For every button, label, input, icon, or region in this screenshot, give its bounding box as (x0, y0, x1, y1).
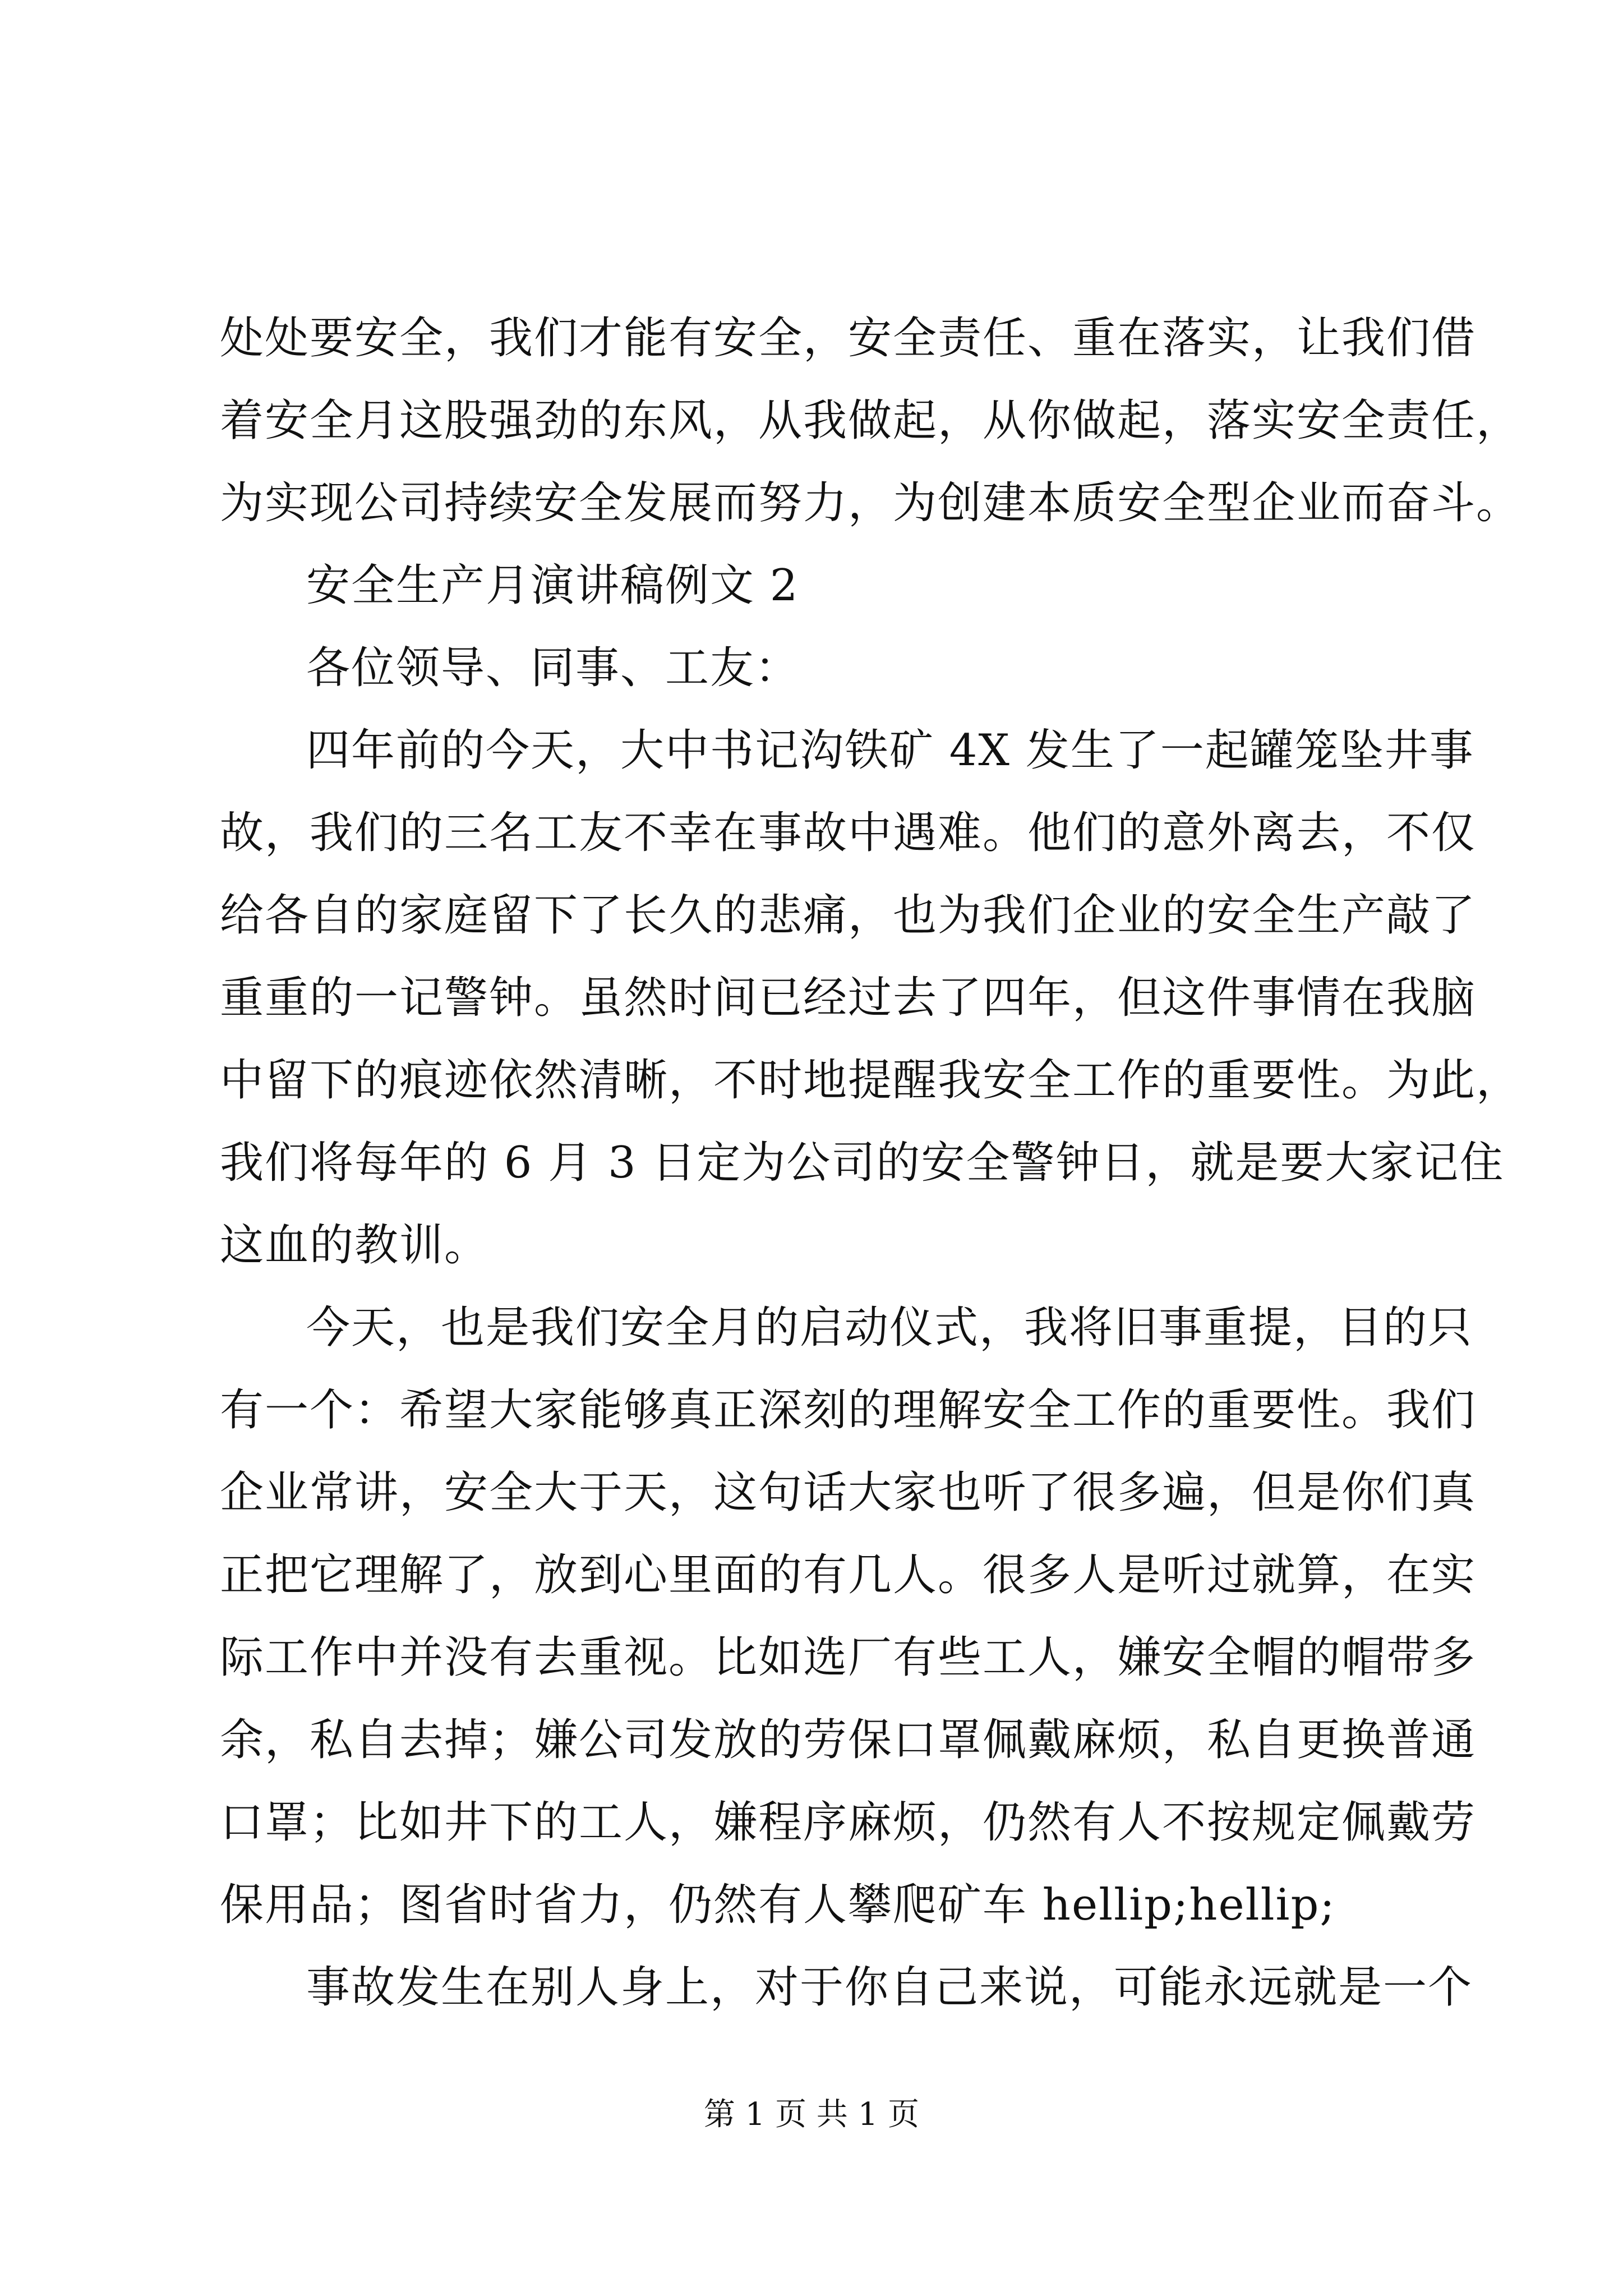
paragraph-line: 给各自的家庭留下了长久的悲痛，也为我们企业的安全生产敲了 (220, 890, 1477, 941)
paragraph-line: 正把它理解了，放到心里面的有几人。很多人是听过就算，在实 (220, 1550, 1477, 1600)
paragraph-line: 今天，也是我们安全月的启动仪式，我将旧事重提，目的只 (306, 1303, 1473, 1353)
page-footer: 第 1 页 共 1 页 (703, 2096, 920, 2133)
section-heading: 安全生产月演讲稿例文 2 (306, 560, 799, 611)
paragraph-line: 事故发生在别人身上，对于你自己来说，可能永远就是一个 (306, 1962, 1473, 2013)
paragraph-line: 口罩；比如井下的工人，嫌程序麻烦，仍然有人不按规定佩戴劳 (220, 1797, 1477, 1848)
paragraph-line: 我们将每年的 6 月 3 日定为公司的安全警钟日，就是要大家记住 (220, 1138, 1505, 1188)
paragraph-line: 余，私自去掉；嫌公司发放的劳保口罩佩戴麻烦，私自更换普通 (220, 1715, 1477, 1765)
paragraph-line: 重重的一记警钟。虽然时间已经过去了四年，但这件事情在我脑 (220, 973, 1477, 1023)
paragraph-line: 中留下的痕迹依然清晰，不时地提醒我安全工作的重要性。为此， (220, 1055, 1521, 1106)
paragraph-line: 保用品；图省时省力，仍然有人攀爬矿车 hellip;hellip; (220, 1880, 1336, 1930)
paragraph-line: 四年前的今天，大中书记沟铁矿 4X 发生了一起罐笼坠井事 (306, 725, 1474, 776)
paragraph-line: 处处要安全，我们才能有安全，安全责任、重在落实，让我们借 (220, 313, 1477, 364)
paragraph-line: 有一个：希望大家能够真正深刻的理解安全工作的重要性。我们 (220, 1385, 1477, 1435)
paragraph-line: 企业常讲，安全大于天，这句话大家也听了很多遍，但是你们真 (220, 1467, 1477, 1518)
salutation: 各位领导、同事、工友： (306, 643, 800, 693)
document-body (220, 297, 1521, 2029)
paragraph-line: 故，我们的三名工友不幸在事故中遇难。他们的意外离去，不仅 (220, 808, 1477, 858)
paragraph-line: 为实现公司持续安全发展而努力，为创建本质安全型企业而奋斗。 (220, 478, 1521, 528)
paragraph-line: 际工作中并没有去重视。比如选厂有些工人，嫌安全帽的帽带多 (220, 1632, 1477, 1683)
paragraph-line: 着安全月这股强劲的东风，从我做起，从你做起，落实安全责任， (220, 395, 1521, 446)
paragraph-line: 这血的教训。 (220, 1220, 490, 1271)
